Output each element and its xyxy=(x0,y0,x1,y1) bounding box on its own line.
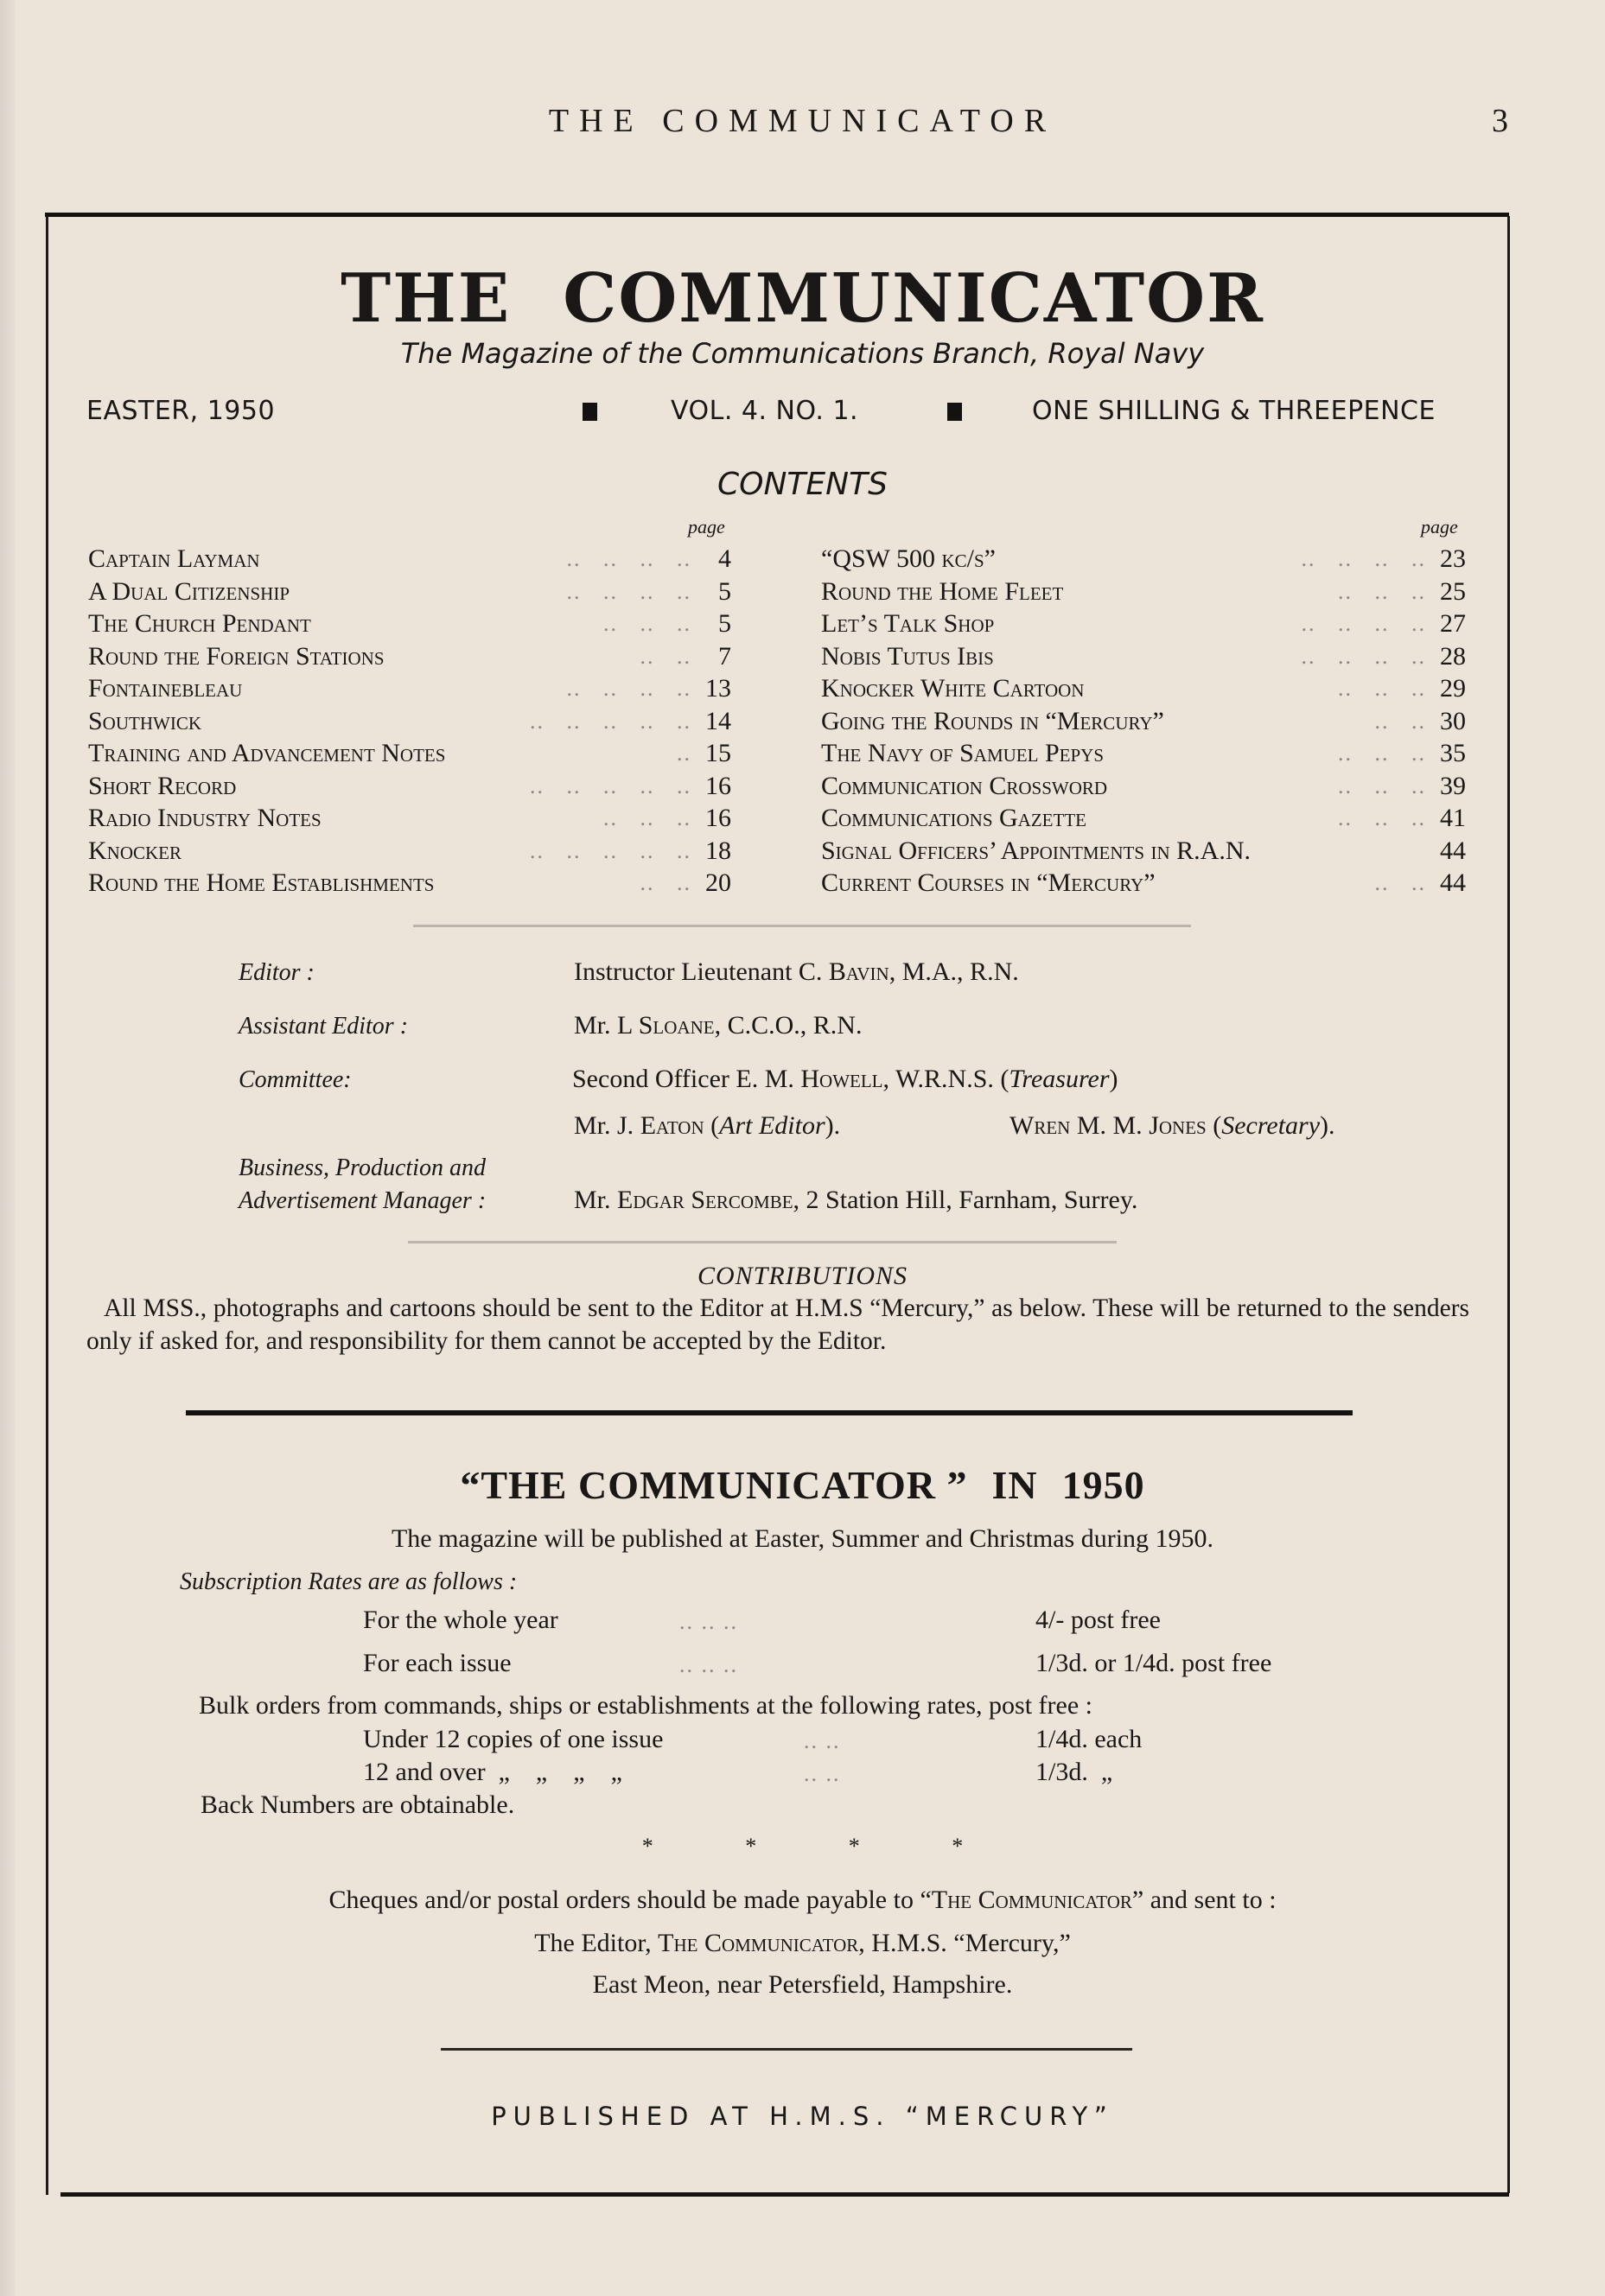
contents-entry xyxy=(821,576,1466,608)
business-label-line2: Advertisement Manager : xyxy=(239,1187,487,1214)
bulk-rate-leader: .. .. xyxy=(804,1761,841,1786)
contents-entry-title: Southwick xyxy=(88,706,201,735)
contents-entry-page: 15 xyxy=(705,739,731,767)
contents-entry xyxy=(88,640,731,673)
committee-3-initials: M. M. xyxy=(1070,1111,1150,1140)
masthead-word-the: THE xyxy=(341,259,512,338)
contents-entry-leader: .. .. .. .. xyxy=(1301,546,1426,571)
section-divider-heavy xyxy=(186,1410,1353,1415)
contents-entry-title: Communications Gazette xyxy=(821,804,1086,832)
committee-member-1 xyxy=(572,1065,1118,1094)
contents-entry-title: Let’s Talk Shop xyxy=(821,609,995,638)
rate-leader: .. .. .. xyxy=(679,1652,738,1677)
in-1950-title-year: 1950 xyxy=(1061,1463,1145,1507)
assistant-editor-label: Assistant Editor : xyxy=(239,1013,409,1040)
masthead-tagline: The Magazine of the Communications Branch, Royal Navy xyxy=(400,337,1205,370)
contents-entry-leader: .. .. .. xyxy=(603,611,691,636)
committee-1-name: Howell xyxy=(800,1065,883,1093)
contents-right-page-header: page xyxy=(1421,516,1458,537)
committee-2-end: ). xyxy=(825,1111,841,1140)
contents-entry-leader: .. .. .. xyxy=(1338,805,1426,830)
contents-entry-page: 18 xyxy=(705,836,731,865)
contents-entry-leader: .. .. .. xyxy=(1338,773,1426,798)
committee-1-suffix: , W.R.N.S. ( xyxy=(882,1065,1009,1093)
contents-entry-leader: .. .. .. .. .. xyxy=(530,708,691,734)
contents-entry-page: 20 xyxy=(705,868,731,897)
contents-entry-leader: .. .. .. xyxy=(1338,741,1426,766)
asterism-divider: * * * * xyxy=(641,1834,964,1859)
frame-top-rule xyxy=(45,213,1509,217)
contents-entry-title: A Dual Citizenship xyxy=(88,576,290,606)
cheques-suffix: ” and sent to : xyxy=(1131,1886,1277,1914)
contents-entry-title: Short Record xyxy=(88,771,237,800)
contents-entry-title: The Church Pendant xyxy=(88,609,311,638)
contents-entry-page: 14 xyxy=(705,706,731,735)
cheques-payee: The Communicator xyxy=(931,1886,1132,1914)
committee-1-prefix: Second Officer E. M. xyxy=(572,1065,801,1093)
in-1950-title-quoted: “THE COMMUNICATOR ” xyxy=(460,1463,968,1507)
contents-entry-title: Current Courses in “Mercury” xyxy=(821,868,1156,897)
contents-left-column xyxy=(88,543,731,900)
contents-entry-leader: .. .. .. xyxy=(603,805,691,830)
contents-entry-leader: .. .. .. .. xyxy=(566,546,691,571)
contents-entry-page: 41 xyxy=(1440,804,1466,832)
square-bullet-icon xyxy=(947,403,962,421)
masthead-title xyxy=(0,259,1605,338)
contents-entry-page: 44 xyxy=(1440,868,1466,897)
contents-entry-title: Fontainebleau xyxy=(88,674,243,703)
business-name: Edgar Sercombe xyxy=(617,1186,793,1214)
committee-member-2 xyxy=(574,1111,840,1141)
contents-entry xyxy=(88,802,731,835)
committee-member-3 xyxy=(1009,1111,1335,1141)
contents-right-column xyxy=(821,543,1466,900)
bulk-rate-value: 1/3d. „ xyxy=(1035,1758,1113,1786)
contents-entry xyxy=(821,640,1466,673)
assistant-prefix: Mr. L xyxy=(574,1011,639,1040)
contents-left-page-header: page xyxy=(688,516,725,537)
contents-heading: CONTENTS xyxy=(717,467,888,502)
address-magazine: The Communicator xyxy=(658,1929,859,1957)
contents-entry-leader: .. .. xyxy=(640,870,691,895)
frame-bottom-rule xyxy=(61,2192,1509,2197)
contents-entry xyxy=(88,543,731,576)
contents-entry-page: 5 xyxy=(718,576,731,606)
business-manager-value xyxy=(574,1186,1137,1215)
contents-entry-title: Communication Crossword xyxy=(821,771,1108,800)
contents-entry-title: The Navy of Samuel Pepys xyxy=(821,739,1104,767)
assistant-suffix: , C.C.O., R.N. xyxy=(714,1011,863,1040)
contents-entry-page: 16 xyxy=(705,804,731,832)
committee-2-role: Art Editor xyxy=(719,1111,825,1140)
contents-entry xyxy=(88,867,731,900)
contents-entry-leader: .. .. .. .. .. xyxy=(530,837,691,863)
subscription-label: Subscription Rates are as follows : xyxy=(180,1568,518,1595)
back-numbers-note: Back Numbers are obtainable. xyxy=(201,1790,515,1819)
rate-value: 1/3d. or 1/4d. post free xyxy=(1035,1649,1272,1677)
contents-entry-page: 4 xyxy=(718,544,731,573)
contents-entry xyxy=(821,737,1466,770)
contents-entry-title: Knocker xyxy=(88,836,182,865)
business-label-line1: Business, Production and xyxy=(239,1154,486,1181)
bulk-rate-value: 1/4d. each xyxy=(1035,1725,1143,1753)
assistant-editor-value xyxy=(574,1011,862,1040)
running-head: THE COMMUNICATOR xyxy=(548,103,1057,139)
contents-entry xyxy=(821,607,1466,640)
contents-entry-leader: .. .. .. .. xyxy=(1301,611,1426,636)
business-prefix: Mr. xyxy=(574,1186,618,1214)
committee-3-surname: Jones xyxy=(1149,1111,1207,1140)
contents-entry-page: 28 xyxy=(1440,641,1466,671)
bulk-rate-label: 12 and over „ „ „ „ xyxy=(363,1758,622,1786)
committee-3-role: Secretary xyxy=(1221,1111,1321,1140)
contents-entry-leader: .. .. xyxy=(640,643,691,669)
editor-prefix: Instructor Lieutenant C. xyxy=(574,957,829,986)
contents-divider xyxy=(413,925,1191,927)
contents-entry-title: Going the Rounds in “Mercury” xyxy=(821,706,1164,735)
contents-entry-page: 30 xyxy=(1440,706,1466,735)
contents-entry xyxy=(88,607,731,640)
contents-entry-title: Round the Foreign Stations xyxy=(88,641,385,671)
contents-entry xyxy=(821,835,1466,868)
in-1950-title-in: IN xyxy=(991,1463,1038,1507)
footer-divider xyxy=(441,2048,1132,2051)
contents-entry-page: 5 xyxy=(718,609,731,638)
contributions-body: All MSS., photographs and cartoons should be sent to the Editor at H.M.S “Mercury,” as below. These will be returned to the senders only if asked for, and responsibility for them cannot be accepted by the Editor. xyxy=(86,1294,1469,1355)
bulk-orders-intro: Bulk orders from commands, ships or establishments at the following rates, post free : xyxy=(199,1691,1092,1720)
contents-entry-leader: .. .. .. .. xyxy=(1301,643,1426,669)
contents-entry xyxy=(88,835,731,868)
committee-2-name: Eaton xyxy=(640,1111,704,1140)
contents-entry-leader: .. .. .. .. .. xyxy=(530,773,691,798)
committee-2-prefix: Mr. J. xyxy=(574,1111,640,1140)
committee-3-end: ). xyxy=(1320,1111,1335,1140)
contents-entry xyxy=(821,543,1466,576)
in-1950-intro: The magazine will be published at Easter, Summer and Christmas during 1950. xyxy=(391,1524,1214,1553)
editor-label: Editor : xyxy=(239,959,315,986)
contents-entry-leader: .. .. .. .. xyxy=(566,676,691,701)
issue-volume: VOL. 4. NO. 1. xyxy=(671,396,859,426)
address-line-2: East Meon, near Petersfield, Hampshire. xyxy=(592,1970,1013,1999)
committee-label: Committee: xyxy=(239,1066,352,1093)
committee-3-mid: ( xyxy=(1206,1111,1222,1140)
contents-entry-page: 44 xyxy=(1440,836,1466,865)
editor-suffix: , M.A., R.N. xyxy=(888,957,1019,986)
contents-entry-leader: .. .. .. xyxy=(1338,676,1426,701)
rate-label: For each issue xyxy=(363,1649,512,1677)
contents-entry xyxy=(821,770,1466,803)
contents-entry-page: 39 xyxy=(1440,771,1466,800)
contents-entry-title: “QSW 500 kc/s” xyxy=(821,544,996,573)
contents-entry xyxy=(821,802,1466,835)
contents-entry xyxy=(88,672,731,705)
cheques-prefix: Cheques and/or postal orders should be made payable to “ xyxy=(328,1886,932,1914)
address-line-1 xyxy=(0,1929,1605,1958)
contributions-heading: CONTRIBUTIONS xyxy=(697,1262,908,1290)
address-suffix: , H.M.S. “Mercury,” xyxy=(858,1929,1071,1957)
contents-entry xyxy=(88,737,731,770)
business-address: , 2 Station Hill, Farnham, Surrey. xyxy=(793,1186,1138,1214)
in-1950-heading xyxy=(0,1462,1605,1508)
contents-entry xyxy=(88,705,731,738)
contents-entry-title: Round the Home Establishments xyxy=(88,868,435,897)
editor-value xyxy=(574,957,1019,987)
address-prefix: The Editor, xyxy=(534,1929,659,1957)
contents-entry-page: 16 xyxy=(705,771,731,800)
contents-entry-leader: .. .. .. .. xyxy=(566,578,691,604)
contents-entry-page: 23 xyxy=(1440,544,1466,573)
contents-entry-title: Signal Officers’ Appointments in R.A.N. xyxy=(821,836,1251,865)
contents-entry xyxy=(821,672,1466,705)
issue-date: EASTER, 1950 xyxy=(86,396,276,426)
contents-entry-leader: .. xyxy=(677,741,691,766)
staff-divider xyxy=(408,1241,1117,1243)
contents-entry-title: Knocker White Cartoon xyxy=(821,674,1085,703)
contents-entry-title: Training and Advancement Notes xyxy=(88,739,446,767)
rate-leader: .. .. .. xyxy=(679,1609,738,1634)
rate-label: For the whole year xyxy=(363,1606,558,1634)
contents-entry-title: Nobis Tutus Ibis xyxy=(821,641,994,671)
contents-entry-title: Radio Industry Notes xyxy=(88,804,322,832)
contents-entry-page: 27 xyxy=(1440,609,1466,638)
contents-entry xyxy=(821,705,1466,738)
published-at: PUBLISHED AT H.M.S. “MERCURY” xyxy=(491,2102,1114,2131)
contents-entry-page: 29 xyxy=(1440,674,1466,703)
contents-entry-leader: .. .. xyxy=(1374,708,1426,734)
contents-entry xyxy=(821,867,1466,900)
committee-1-end: ) xyxy=(1109,1065,1118,1093)
contents-entry-page: 7 xyxy=(718,641,731,671)
cheques-instruction xyxy=(0,1886,1605,1915)
committee-1-role: Treasurer xyxy=(1009,1065,1110,1093)
square-bullet-icon xyxy=(583,403,597,421)
page-number: 3 xyxy=(1492,103,1508,139)
bulk-rate-label: Under 12 copies of one issue xyxy=(363,1725,664,1753)
contents-entry-title: Captain Layman xyxy=(88,544,260,573)
rate-value: 4/- post free xyxy=(1035,1606,1161,1634)
contents-entry xyxy=(88,770,731,803)
contents-entry-page: 35 xyxy=(1440,739,1466,767)
contents-entry xyxy=(88,576,731,608)
bulk-rate-leader: .. .. xyxy=(804,1728,841,1753)
issue-price: ONE SHILLING & THREEPENCE xyxy=(1032,396,1436,426)
contents-entry-page: 13 xyxy=(705,674,731,703)
contents-entry-leader: .. .. .. xyxy=(1338,578,1426,604)
contents-entry-leader: .. .. xyxy=(1374,870,1426,895)
contents-entry-page: 25 xyxy=(1440,576,1466,606)
assistant-name: Sloane xyxy=(638,1011,715,1040)
editor-name: Bavin xyxy=(828,957,889,986)
masthead-word-communicator: COMMUNICATOR xyxy=(563,259,1264,338)
committee-3-title: Wren xyxy=(1009,1111,1071,1140)
committee-2-mid: ( xyxy=(704,1111,720,1140)
contents-entry-title: Round the Home Fleet xyxy=(821,576,1064,606)
